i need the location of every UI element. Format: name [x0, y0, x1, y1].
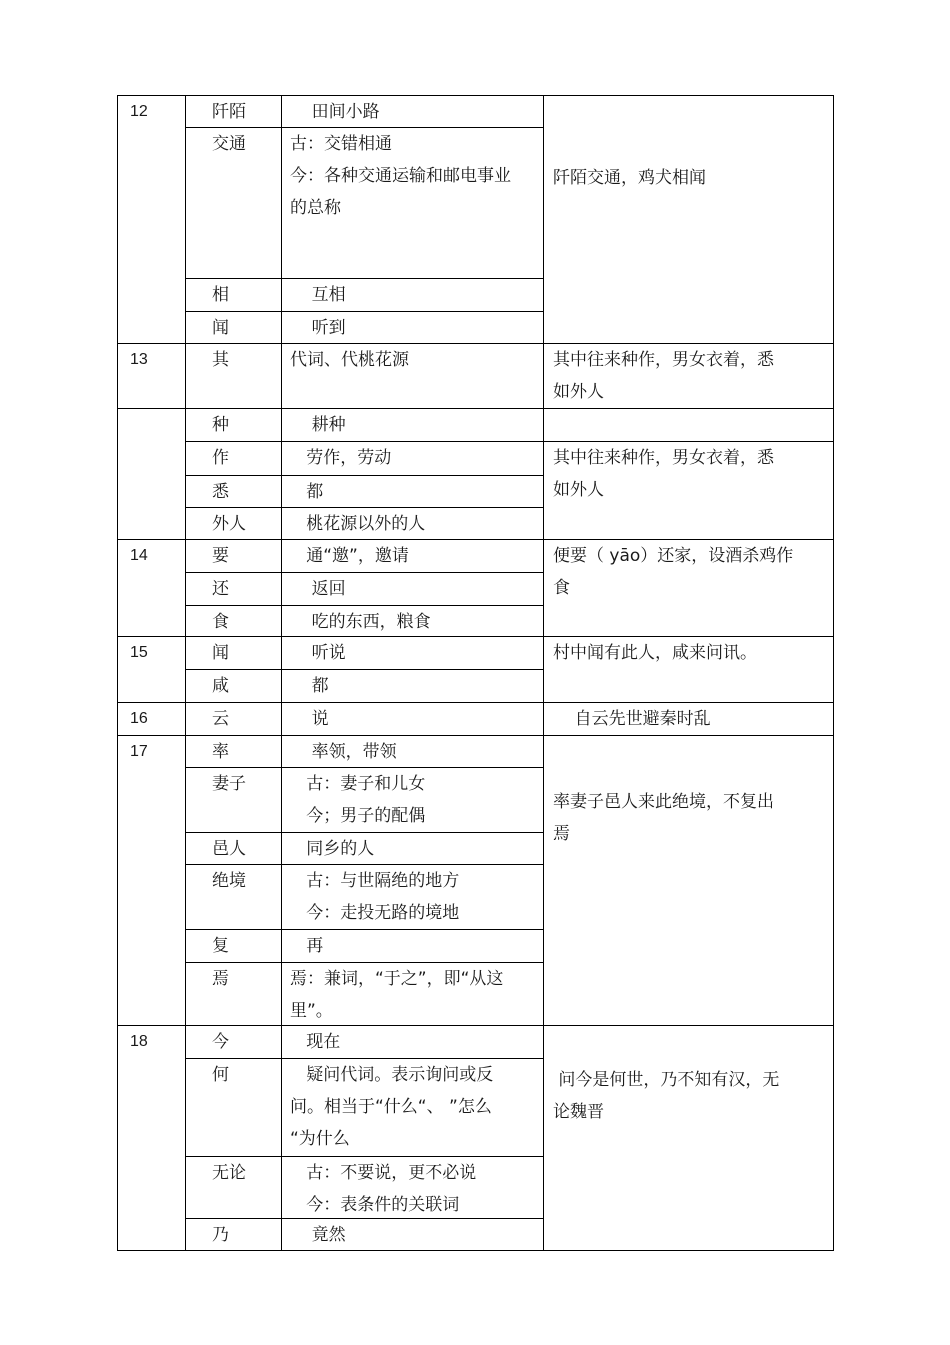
entry-number [117, 95, 186, 344]
sentence-line: 阡陌交通，鸡犬相闻 [553, 168, 706, 188]
sentence-line: 食 [553, 578, 570, 598]
entry-number [117, 539, 186, 637]
meaning-line: 今；男子的配偶 [290, 806, 426, 826]
word-text: 作 [212, 448, 229, 468]
meaning-cell [281, 408, 544, 442]
word-cell [185, 1058, 282, 1157]
entry-number-text: 18 [130, 1033, 148, 1050]
meaning-line: 同乡的人 [290, 839, 375, 859]
meaning-line: 现在 [290, 1032, 341, 1052]
word-cell [185, 539, 282, 573]
meaning-cell [281, 311, 544, 344]
meaning-cell [281, 669, 544, 703]
sentence-line: 问今是何世，乃不知有汉，无 [553, 1070, 780, 1090]
word-cell [185, 864, 282, 930]
sentence-line: 其中往来种作，男女衣着，悉 [553, 448, 774, 468]
meaning-line: 焉：兼词，“于之”，即“从这 [290, 969, 504, 989]
entry-number [117, 702, 186, 736]
word-cell [185, 572, 282, 606]
word-cell [185, 311, 282, 344]
sentence-line: 率妻子邑人来此绝境，不复出 [553, 792, 774, 812]
meaning-line: “为什么 [290, 1129, 350, 1149]
word-text: 食 [212, 612, 229, 632]
entry-number [117, 735, 186, 1026]
meaning-cell [281, 441, 544, 476]
meaning-line: 返回 [290, 579, 346, 599]
word-text: 率 [212, 742, 229, 762]
word-text: 无论 [212, 1163, 246, 1183]
word-cell [185, 1218, 282, 1251]
word-cell [185, 605, 282, 637]
word-text: 复 [212, 936, 229, 956]
meaning-line: 桃花源以外的人 [290, 514, 426, 534]
meaning-line: 通“邀”，邀请 [290, 546, 409, 566]
word-cell [185, 507, 282, 540]
meaning-cell [281, 475, 544, 508]
word-cell [185, 832, 282, 865]
example-sentence-cell [543, 539, 834, 637]
sentence-line: 村中闻有此人，咸来问讯。 [553, 643, 757, 663]
word-text: 交通 [212, 134, 246, 154]
word-text: 何 [212, 1065, 229, 1085]
meaning-cell [281, 702, 544, 736]
example-sentence-cell [543, 408, 834, 442]
word-text: 悉 [212, 482, 229, 502]
meaning-line: 代词、代桃花源 [290, 350, 409, 370]
meaning-cell [281, 962, 544, 1026]
meaning-cell [281, 636, 544, 670]
word-text: 乃 [212, 1225, 229, 1245]
meaning-line: 耕种 [290, 415, 346, 435]
entry-number-text: 15 [130, 644, 148, 661]
meaning-line: 说 [290, 709, 329, 729]
meaning-cell [281, 929, 544, 963]
meaning-cell [281, 735, 544, 768]
word-cell [185, 735, 282, 768]
meaning-line: 再 [290, 936, 324, 956]
word-cell [185, 962, 282, 1026]
word-text: 种 [212, 415, 229, 435]
word-cell [185, 636, 282, 670]
meaning-line: 互相 [290, 285, 346, 305]
meaning-line: 里”。 [290, 1001, 333, 1021]
example-sentence-cell [543, 343, 834, 409]
meaning-cell [281, 1218, 544, 1251]
example-sentence-cell [543, 1025, 834, 1251]
meaning-line: 率领，带领 [290, 742, 397, 762]
meaning-line: 疑问代词。表示询问或反 [290, 1065, 494, 1085]
word-text: 闻 [212, 643, 229, 663]
meaning-line: 竟然 [290, 1225, 346, 1245]
sentence-line: 论魏晋 [553, 1102, 604, 1122]
word-cell [185, 475, 282, 508]
entry-number-text: 12 [130, 103, 148, 120]
meaning-cell [281, 572, 544, 606]
example-sentence-cell [543, 95, 834, 344]
example-sentence-cell [543, 702, 834, 736]
word-text: 妻子 [212, 774, 246, 794]
entry-number [117, 408, 186, 540]
word-text: 闻 [212, 318, 229, 338]
sentence-line: 其中往来种作，男女衣着，悉 [553, 350, 774, 370]
meaning-cell [281, 278, 544, 312]
meaning-cell [281, 127, 544, 279]
word-text: 咸 [212, 676, 229, 696]
meaning-line: 今：各种交通运输和邮电事业 [290, 166, 511, 186]
meaning-line: 吃的东西，粮食 [290, 612, 431, 632]
meaning-cell [281, 1058, 544, 1157]
example-sentence-cell [543, 636, 834, 703]
word-text: 邑人 [212, 839, 246, 859]
word-cell [185, 929, 282, 963]
meaning-cell [281, 1025, 544, 1059]
meaning-cell [281, 539, 544, 573]
word-cell [185, 441, 282, 476]
meaning-line: 田间小路 [290, 102, 380, 122]
entry-number-text: 17 [130, 743, 148, 760]
word-text: 外人 [212, 514, 246, 534]
meaning-cell [281, 95, 544, 128]
word-cell [185, 278, 282, 312]
meaning-line: 都 [290, 482, 324, 502]
meaning-line: 古：妻子和儿女 [290, 774, 426, 794]
word-text: 还 [212, 579, 229, 599]
meaning-line: 古：交错相通 [290, 134, 392, 154]
word-text: 今 [212, 1032, 229, 1052]
meaning-line: 听到 [290, 318, 346, 338]
sentence-line: 如外人 [553, 382, 604, 402]
meaning-line: 今：走投无路的境地 [290, 903, 460, 923]
word-cell [185, 1156, 282, 1219]
meaning-line: 的总称 [290, 198, 341, 218]
word-cell [185, 95, 282, 128]
word-text: 相 [212, 285, 229, 305]
word-text: 阡陌 [212, 102, 246, 122]
word-text: 绝境 [212, 871, 246, 891]
meaning-line: 今：表条件的关联词 [290, 1195, 460, 1215]
meaning-line: 古：与世隔绝的地方 [290, 871, 460, 891]
meaning-line: 听说 [290, 643, 346, 663]
word-text: 要 [212, 546, 229, 566]
entry-number [117, 1025, 186, 1251]
sentence-line: 便要（ yāo）还家，设酒杀鸡作 [553, 546, 794, 566]
entry-number-text: 13 [130, 351, 148, 368]
sentence-line: 如外人 [553, 480, 604, 500]
word-cell [185, 1025, 282, 1059]
word-cell [185, 127, 282, 279]
word-cell [185, 702, 282, 736]
meaning-cell [281, 864, 544, 930]
sentence-line: 焉 [553, 824, 570, 844]
meaning-cell [281, 767, 544, 833]
entry-number [117, 343, 186, 409]
word-cell [185, 767, 282, 833]
example-sentence-cell [543, 441, 834, 540]
entry-number-text: 14 [130, 547, 148, 564]
meaning-line: 劳作，劳动 [290, 448, 392, 468]
word-text: 其 [212, 350, 229, 370]
meaning-cell [281, 1156, 544, 1219]
meaning-line: 问。相当于“什么“、 ”怎么 [290, 1097, 492, 1117]
word-cell [185, 408, 282, 442]
word-text: 焉 [212, 969, 229, 989]
meaning-line: 古：不要说，更不必说 [290, 1163, 477, 1183]
meaning-cell [281, 507, 544, 540]
meaning-cell [281, 832, 544, 865]
word-cell [185, 343, 282, 409]
entry-number-text: 16 [130, 710, 148, 727]
entry-number [117, 636, 186, 703]
meaning-cell [281, 343, 544, 409]
meaning-cell [281, 605, 544, 637]
meaning-line: 都 [290, 676, 329, 696]
word-text: 云 [212, 709, 229, 729]
word-cell [185, 669, 282, 703]
example-sentence-cell [543, 735, 834, 1026]
sentence-line: 自云先世避秦时乱 [553, 709, 711, 729]
